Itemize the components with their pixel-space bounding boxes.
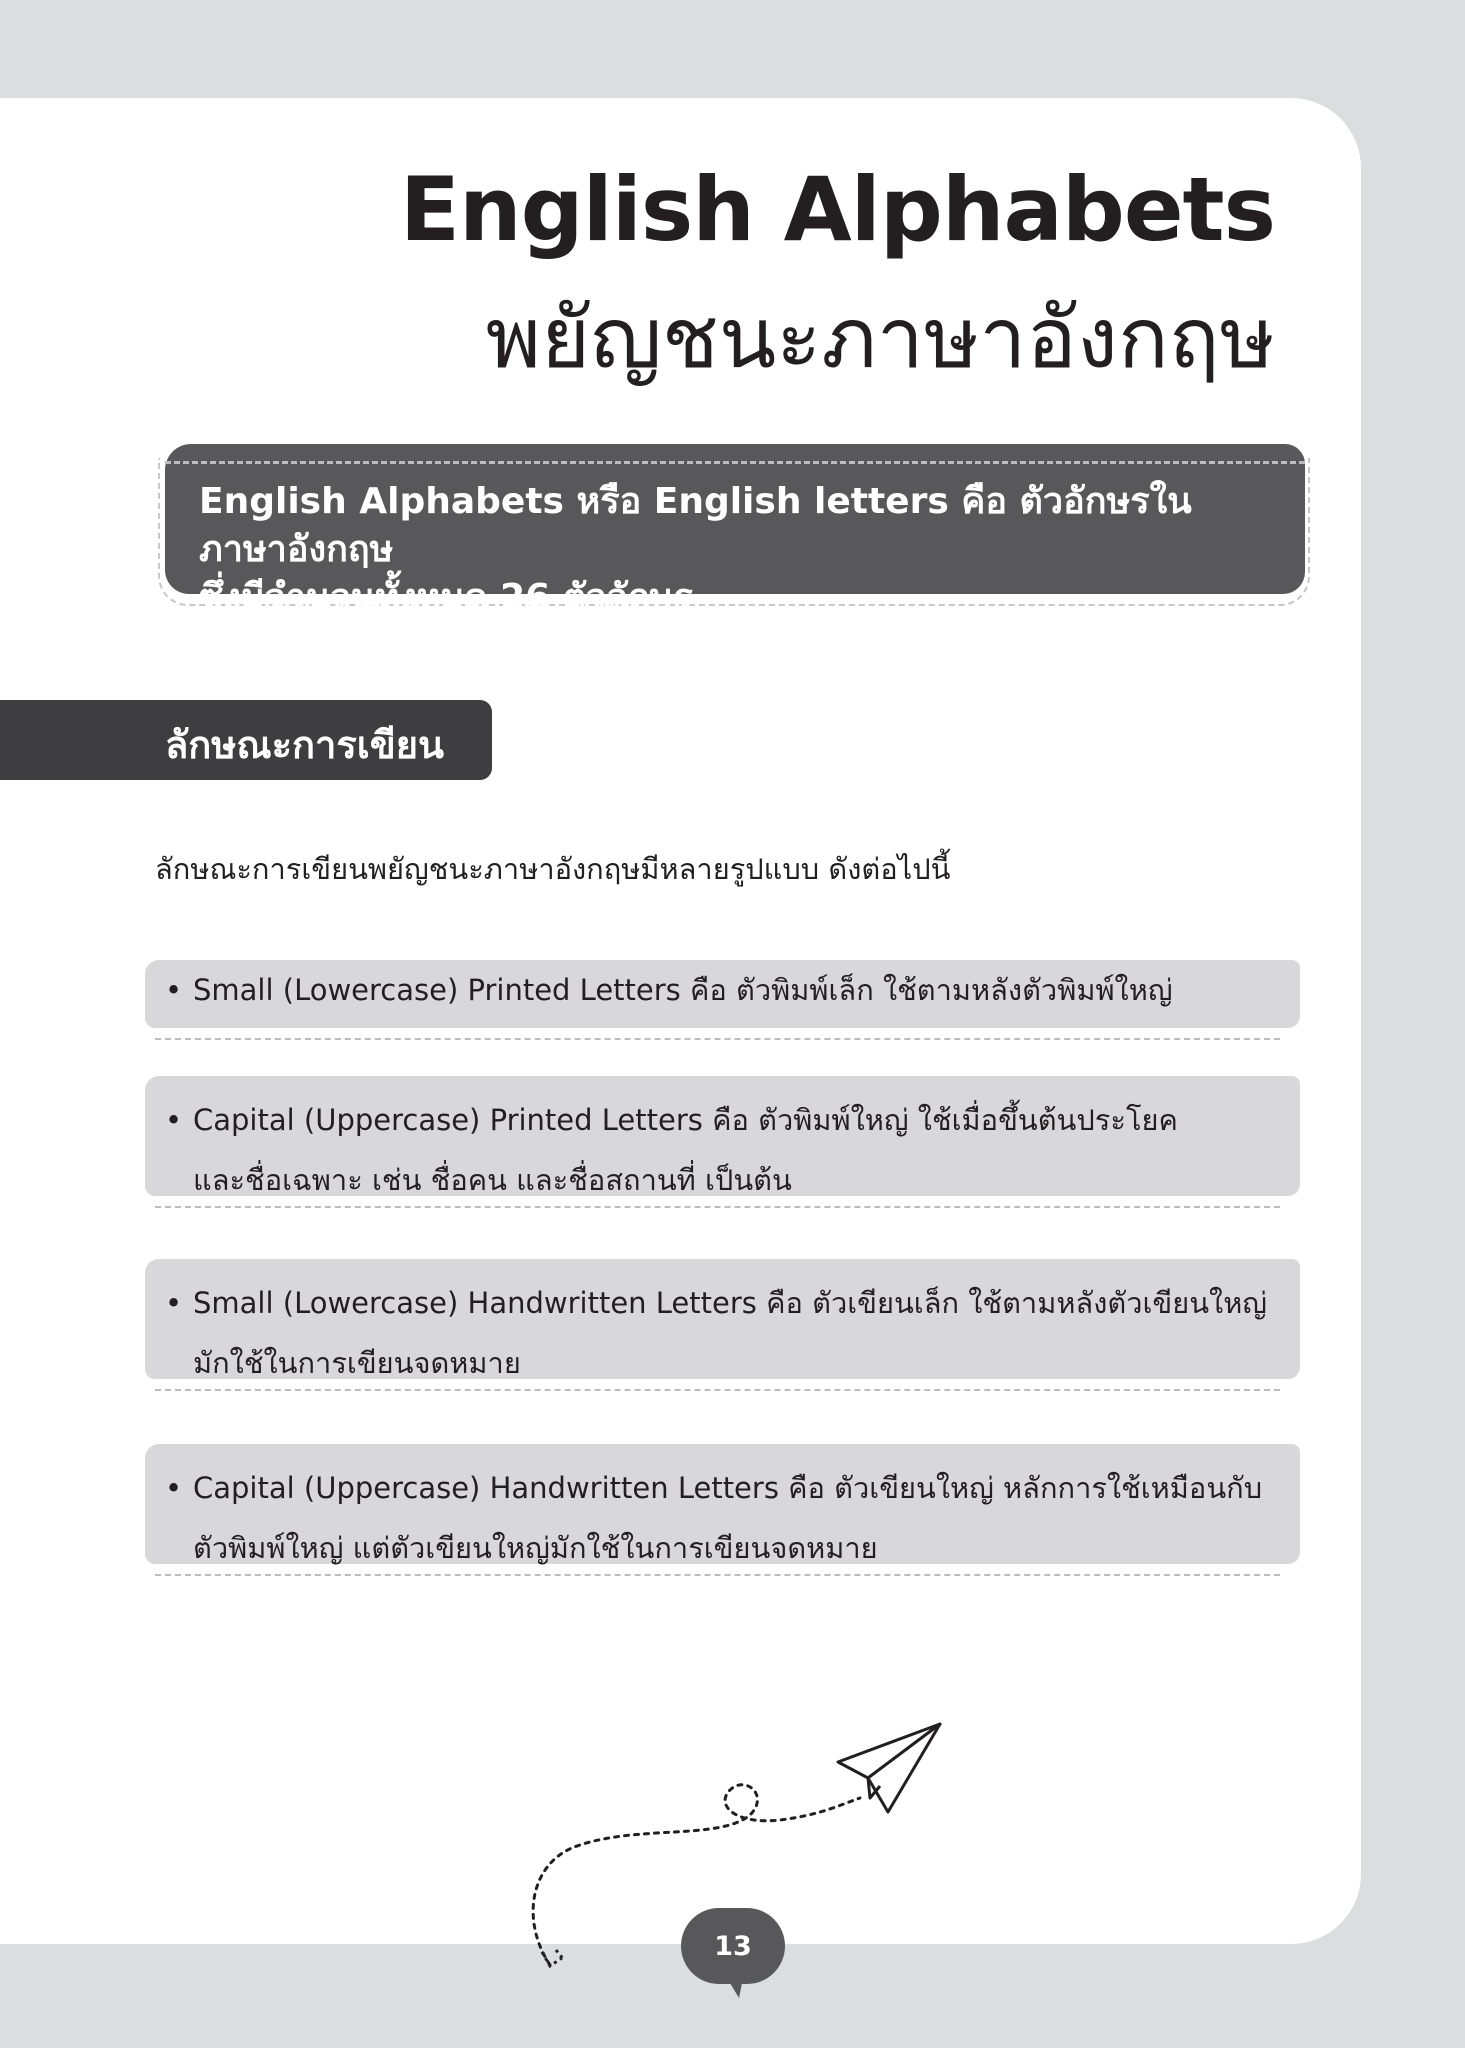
list-item-line-2: มักใช้ในการเขียนจดหมาย (193, 1346, 521, 1380)
bullet-icon: • (165, 1471, 183, 1505)
bullet-icon: • (165, 1103, 183, 1137)
list-item (145, 1076, 1300, 1208)
list-item-line-1: Small (Lowercase) Printed Letters คือ ตัวพิมพ์เล็ก ใช้ตามหลังตัวพิมพ์ใหญ่ (193, 973, 1173, 1007)
intro-line-1: English Alphabets หรือ English letters คือ ตัวอักษรในภาษาอังกฤษ (199, 481, 1192, 570)
section-label: ลักษณะการเขียน (165, 723, 444, 767)
list-item-line-2: ตัวพิมพ์ใหญ่ แต่ตัวเขียนใหญ่มักใช้ในการเขียนจดหมาย (193, 1531, 878, 1565)
list-item-text (165, 1273, 1276, 1393)
list-item-line-1: Capital (Uppercase) Printed Letters คือ ตัวพิมพ์ใหญ่ ใช้เมื่อขึ้นต้นประโยค (193, 1103, 1178, 1137)
list-item-text (165, 960, 1276, 1020)
list-item (145, 1444, 1300, 1576)
list-item-line-2: และชื่อเฉพาะ เช่น ชื่อคน และชื่อสถานที่ เป็นต้น (193, 1163, 792, 1197)
page-number-tail (727, 1978, 743, 1998)
section-lead: ลักษณะการเขียนพยัญชนะภาษาอังกฤษมีหลายรูปแบบ ดังต่อไปนี้ (155, 852, 951, 886)
intro-text (199, 478, 1275, 622)
intro-line-2: ซึ่งมีจำนวนทั้งหมด 26 ตัวอักษร (199, 577, 693, 618)
list-item-line-1: Small (Lowercase) Handwritten Letters คือ ตัวเขียนเล็ก ใช้ตามหลังตัวเขียนใหญ่ (193, 1286, 1268, 1320)
intro-box (165, 444, 1305, 618)
bullet-icon: • (165, 973, 183, 1007)
list-item-text (165, 1090, 1276, 1210)
page-title: English Alphabets (399, 158, 1275, 261)
intro-dashed-line (165, 461, 1305, 464)
list-item-text (165, 1458, 1276, 1578)
page-subtitle: พยัญชนะภาษาอังกฤษ (485, 289, 1275, 387)
list-item-line-1: Capital (Uppercase) Handwritten Letters คือ ตัวเขียนใหญ่ หลักการใช้เหมือนกับ (193, 1471, 1263, 1505)
list-item (145, 1259, 1300, 1391)
list-item (145, 960, 1300, 1040)
page-number: 13 (681, 1908, 785, 1984)
section-tab (0, 700, 492, 780)
intro-callout (160, 440, 1310, 618)
list-item-dashed-line (155, 1038, 1280, 1040)
bullet-icon: • (165, 1286, 183, 1320)
